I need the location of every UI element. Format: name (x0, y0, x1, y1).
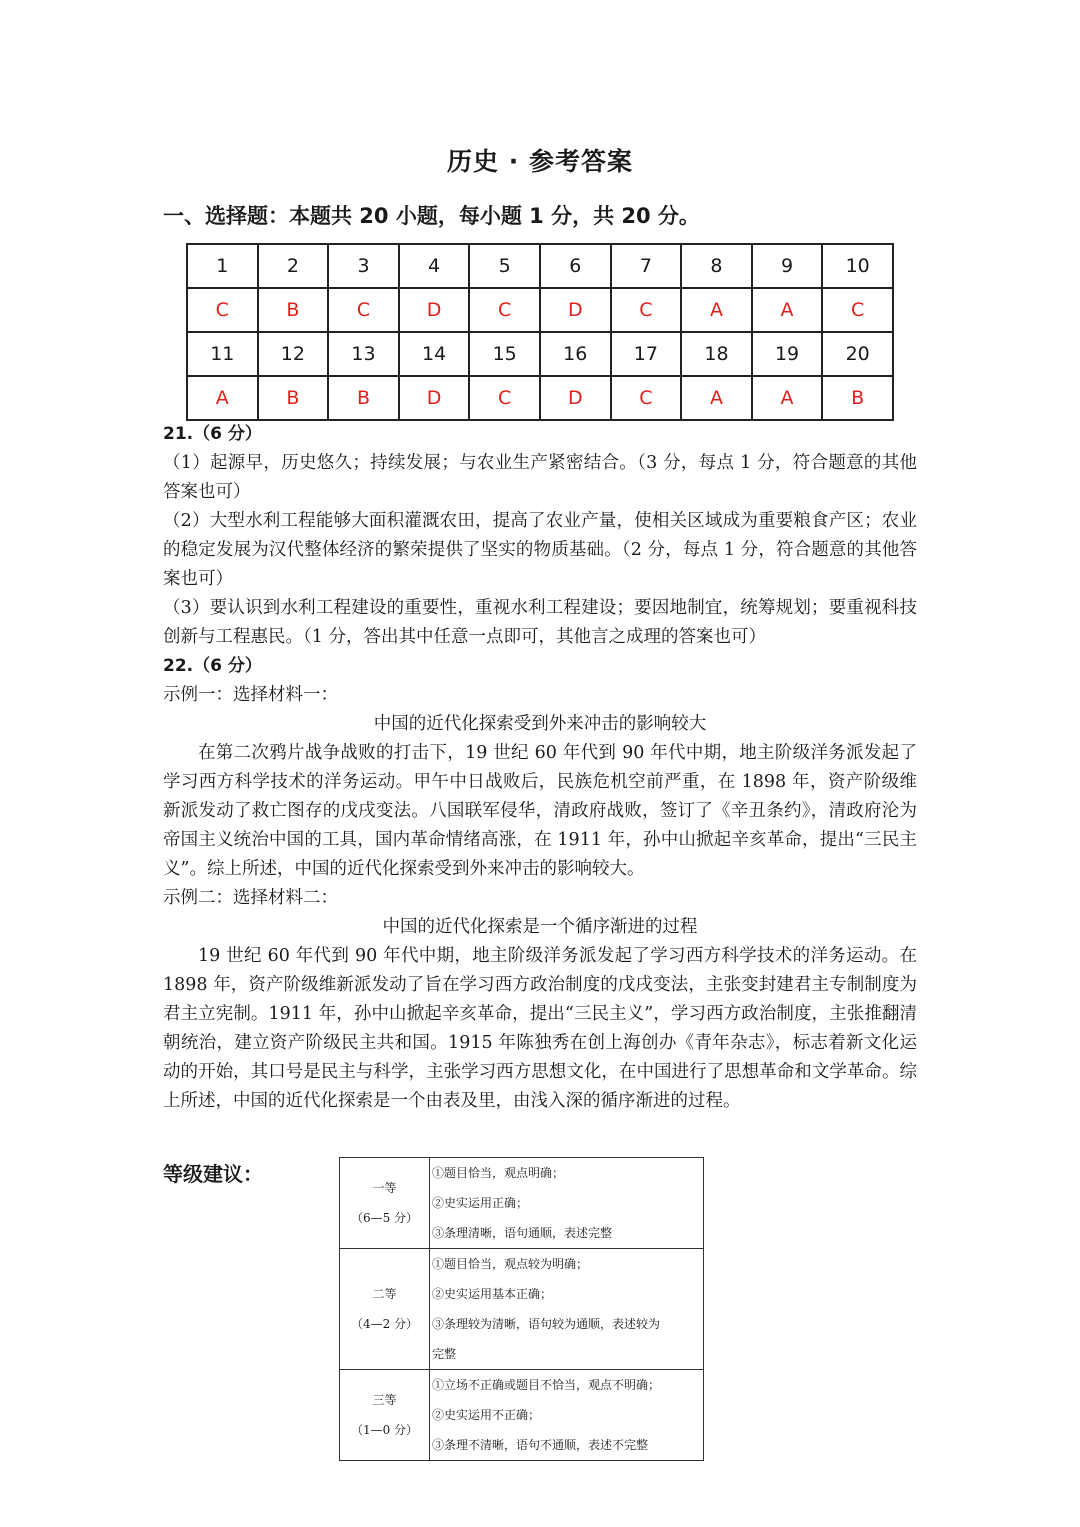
criteria-item: ①立场不正确或题目不恰当，观点不明确； (432, 1378, 661, 1392)
criteria-item: ①题目恰当，观点明确； (432, 1166, 565, 1180)
question-number: 8 (681, 244, 752, 288)
grade-level-cell (340, 1158, 430, 1249)
page-title: 历史 · 参考答案 (447, 147, 633, 176)
question-number: 1 (187, 244, 258, 288)
question-number: 4 (399, 244, 470, 288)
answer-cell: C (611, 376, 682, 420)
q21-part2: （2）大型水利工程能够大面积灌溉农田，提高了农业产量，使相关区域成为重要粮食产区；农业的稳定发展为汉代整体经济的繁荣提供了坚实的物质基础。（2 分，每点 1 分，符合题意的其他答案也可） (163, 511, 918, 589)
grade-level-cell (340, 1370, 430, 1461)
grade-name: 一等 (372, 1181, 397, 1195)
question-number: 14 (399, 332, 470, 376)
question-number: 7 (611, 244, 682, 288)
answer-cell: A (752, 288, 823, 332)
q21-part1: （1）起源早，历史悠久；持续发展；与农业生产紧密结合。（3 分，每点 1 分，符合题意的其他答案也可） (163, 453, 917, 502)
table-row (340, 1158, 704, 1249)
grade-table (339, 1157, 704, 1461)
answer-cell: D (540, 288, 611, 332)
example1-title: 中国的近代化探索受到外来冲击的影响较大 (373, 714, 707, 734)
answer-cell: C (187, 288, 258, 332)
answer-cell: B (822, 376, 893, 420)
criteria-item: ②史实运用基本正确； (432, 1287, 553, 1301)
answer-cell: C (822, 288, 893, 332)
criteria-item: ③条理清晰，语句通顺，表述完整 (432, 1226, 613, 1240)
question-number: 19 (752, 332, 823, 376)
q21-heading: 21.（6 分） (163, 424, 262, 444)
question-number: 12 (258, 332, 329, 376)
table-row (187, 244, 893, 288)
example2-text: 19 世纪 60 年代到 90 年代中期，地主阶级洋务派发起了学习西方科学技术的洋务运动。在 1898 年，资产阶级维新派发动了旨在学习西方政治制度的戊戌变法，主张变封建君主专制制度为君主立宪制。1911 年，孙中山掀起辛亥革命，提出“三民主义”，学习西方政治制度，主张推翻清朝统治，建立资产阶级民主共和国。1915 年陈独秀在创上海创办《青年杂志》，标志着新文化运动的开始，其口号是民主与科学，主张学习西方思想文化，在中国进行了思想革命和文学革命。综上所述，中国的近代化探索是一个由表及里，由浅入深的循序渐进的过程。 (163, 946, 917, 1111)
answer-cell: D (399, 288, 470, 332)
question-number: 16 (540, 332, 611, 376)
answer-cell: C (469, 288, 540, 332)
grade-criteria-cell (430, 1249, 704, 1370)
example2-title: 中国的近代化探索是一个循序渐进的过程 (382, 917, 698, 937)
example1-label: 示例一：选择材料一： (163, 685, 338, 705)
criteria-item: ③条理较为清晰，语句较为通顺，表述较为 (432, 1317, 661, 1331)
answer-table (186, 243, 894, 421)
q21-part3: （3）要认识到水利工程建设的重要性，重视水利工程建设；要因地制宜，统筹规划；要重视科技创新与工程惠民。（1 分，答出其中任意一点即可，其他言之成理的答案也可） (163, 598, 917, 647)
question-number: 13 (328, 332, 399, 376)
answer-cell: A (681, 376, 752, 420)
grade-level-cell (340, 1249, 430, 1370)
answer-cell: B (258, 376, 329, 420)
criteria-item: ②史实运用正确； (432, 1196, 529, 1210)
grade-range: （1—0 分） (350, 1423, 419, 1437)
question-number: 17 (611, 332, 682, 376)
question-number: 2 (258, 244, 329, 288)
question-number: 6 (540, 244, 611, 288)
section-heading-choice: 一、选择题：本题共 20 小题，每小题 1 分，共 20 分。 (163, 204, 700, 228)
criteria-item: ③条理不清晰，语句不通顺，表述不完整 (432, 1438, 649, 1452)
answer-cell: C (611, 288, 682, 332)
question-number: 10 (822, 244, 893, 288)
answer-cell: D (540, 376, 611, 420)
table-row (340, 1249, 704, 1370)
grade-range: （4—2 分） (350, 1317, 419, 1331)
table-row (187, 288, 893, 332)
question-number: 18 (681, 332, 752, 376)
answer-cell: A (187, 376, 258, 420)
question-number: 20 (822, 332, 893, 376)
question-number: 9 (752, 244, 823, 288)
answer-cell: C (469, 376, 540, 420)
answer-cell: D (399, 376, 470, 420)
answer-body (163, 420, 917, 1116)
criteria-item: ①题目恰当，观点较为明确； (432, 1257, 589, 1271)
answer-cell: A (681, 288, 752, 332)
table-row (187, 332, 893, 376)
question-number: 3 (328, 244, 399, 288)
grade-criteria-cell (430, 1158, 704, 1249)
answer-cell: C (328, 288, 399, 332)
table-row (187, 376, 893, 420)
grade-criteria-cell (430, 1370, 704, 1461)
grade-range: （6—5 分） (350, 1211, 419, 1225)
answer-cell: A (752, 376, 823, 420)
answer-cell: B (258, 288, 329, 332)
question-number: 15 (469, 332, 540, 376)
q22-heading: 22.（6 分） (163, 656, 262, 676)
question-number: 5 (469, 244, 540, 288)
example2-label: 示例二：选择材料二： (163, 888, 338, 908)
question-number: 11 (187, 332, 258, 376)
answer-cell: B (328, 376, 399, 420)
grade-name: 二等 (372, 1287, 397, 1301)
example1-text: 在第二次鸦片战争战败的打击下，19 世纪 60 年代到 90 年代中期，地主阶级洋务派发起了学习西方科学技术的洋务运动。甲午中日战败后，民族危机空前严重，在 1898 年，资产阶级维新派发动了救亡图存的戊戌变法。八国联军侵华，清政府战败，签订了《辛丑条约》，清政府沦为帝国主义统治中国的工具，国内革命情绪高涨，在 1911 年，孙中山掀起辛亥革命，提出“三民主义”。综上所述，中国的近代化探索受到外来冲击的影响较大。 (163, 743, 917, 879)
table-row (340, 1370, 704, 1461)
criteria-item: 完整 (432, 1347, 457, 1361)
grade-suggestion-label: 等级建议： (163, 1162, 263, 1186)
criteria-item: ②史实运用不正确； (432, 1408, 541, 1422)
grade-name: 三等 (372, 1393, 397, 1407)
